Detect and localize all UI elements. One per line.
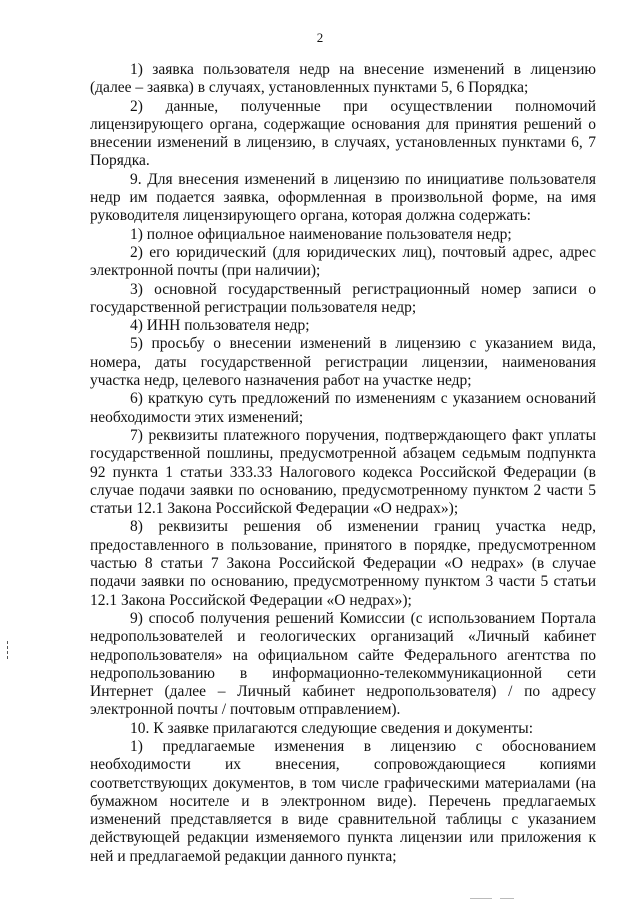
paragraph: 1) заявка пользователя недр на внесение изменений в лицензию (далее – заявка) в случаях, установленных пунктами 5, 6 Порядка; xyxy=(90,61,596,97)
paragraph: 7) реквизиты платежного поручения, подтверждающего факт уплаты государственной пошлины, предусмотренной абзацем седьмым подпункта 92 пункта 1 статьи 333.33 Налогового кодекса Российской Федерации (в случае подачи заявки по основанию, предусмотренному пунктом 2 части 5 статьи 12.1 Закона Российской Федерации «О недрах»); xyxy=(90,426,596,518)
document-body xyxy=(90,61,596,866)
paragraph: 9. Для внесения изменений в лицензию по инициативе пользователя недр им подается заявка, оформленная в произвольной форме, на имя руководителя лицензирующего органа, которая должна содержать: xyxy=(90,170,596,225)
scan-artifact xyxy=(500,898,514,899)
paragraph: 9) способ получения решений Комиссии (с использованием Портала недропользователей и геологических организаций «Личный кабинет недропользователя» на официальном сайте Федерального агентства по недропользованию в информационно-телекоммуникационной сети Интернет (далее – Личный кабинет недропользователя) / по адресу электронной почты / почтовым отправлением). xyxy=(90,609,596,719)
paragraph: 3) основной государственный регистрационный номер записи о государственной регистрации пользователя недр; xyxy=(90,280,596,316)
paragraph: 8) реквизиты решения об изменении границ участка недр, предоставленного в пользование, принятого в порядке, предусмотренном частью 8 статьи 7 Закона Российской Федерации «О недрах» (в случае подачи заявки по основанию, предусмотренному пунктом 3 части 5 статьи 12.1 Закона Российской Федерации «О недрах»); xyxy=(90,518,596,609)
scan-artifact xyxy=(470,898,492,899)
paragraph: 5) просьбу о внесении изменений в лицензию с указанием вида, номера, даты государственной регистрации лицензии, наименования участка недр, целевого назначения работ на участке недр; xyxy=(90,335,596,390)
paragraph: 6) краткую суть предложений по изменениям с указанием оснований необходимости этих изменений; xyxy=(90,390,596,426)
paragraph: 2) данные, полученные при осуществлении полномочий лицензирующего органа, содержащие основания для принятия решений о внесении изменений в лицензию, в случаях, установленных пунктами 6, 7 Порядка. xyxy=(90,97,596,170)
paragraph: 4) ИНН пользователя недр; xyxy=(130,317,310,335)
paragraph: 2) его юридический (для юридических лиц), почтовый адрес, адрес электронной почты (при наличии); xyxy=(90,243,596,280)
scan-margin-mark xyxy=(7,641,9,659)
paragraph: 10. К заявке прилагаются следующие сведения и документы: xyxy=(130,719,533,737)
paragraph: 1) полное официальное наименование пользователя недр; xyxy=(130,225,512,243)
paragraph: 1) предлагаемые изменения в лицензию с обоснованием необходимости их внесения, сопровождающиеся копиями соответствующих документов, в том числе графическими материалами (на бумажном носителе и в электронном виде). Перечень предлагаемых изменений представляется в виде сравнительной таблицы с указанием действующей редакции изменяемого пункта лицензии или приложения к ней и предлагаемой редакции данного пункта; xyxy=(90,737,596,865)
page-number: 2 xyxy=(316,30,324,45)
